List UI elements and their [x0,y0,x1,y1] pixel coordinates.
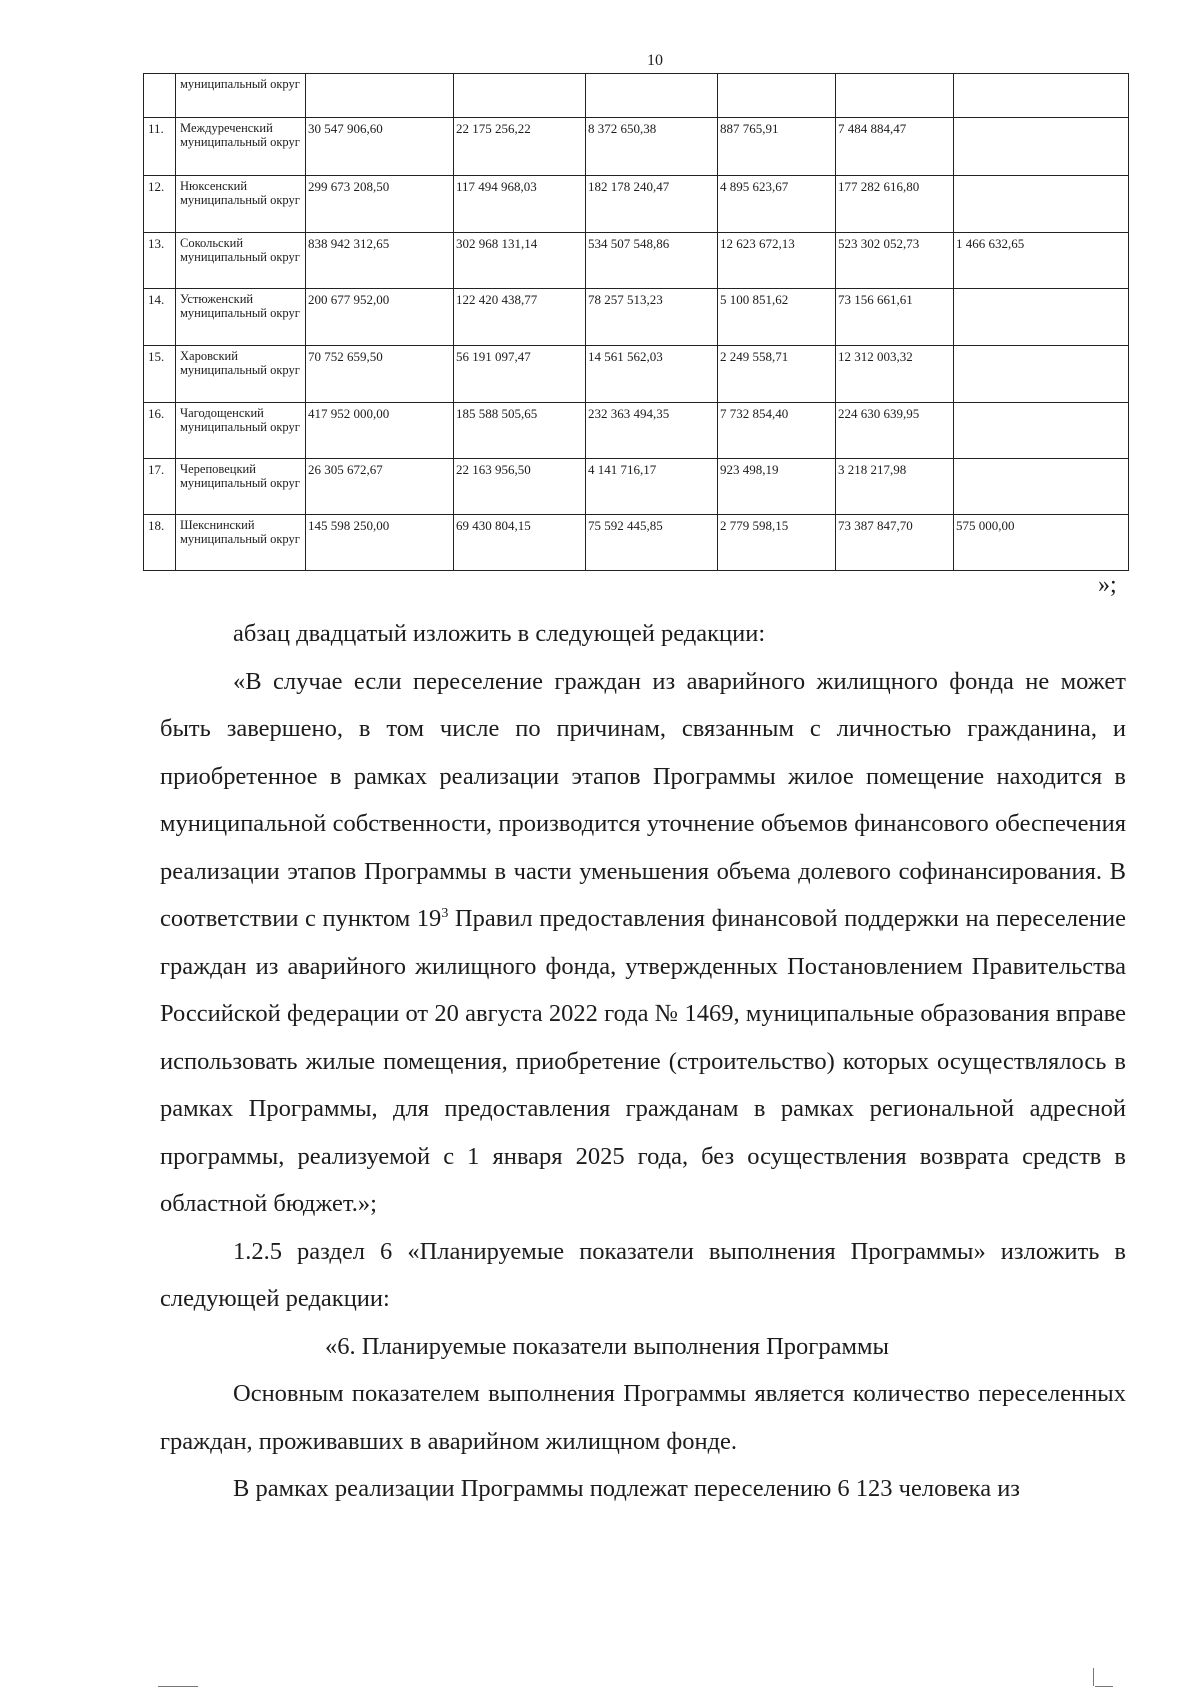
municipality-name: муниципальный округ [176,74,306,118]
table-row [144,403,1129,459]
amount-cell: 523 302 052,73 [836,233,954,289]
amount-cell [954,74,1129,118]
paragraph-quote-text-1: «В случае если переселение граждан из аварийного жилищного фонда не может быть завершено, в том числе по причинам, связанным с личностью гражданина, и приобретенное в рамках реализации этапов Программы жилое помещение находится в муниципальной собственности, производится уточнение объемов финансового обеспечения реализации этапов Программы в части уменьшения объема долевого софинансирования. В соответствии с пунктом 19 [160,667,1126,932]
amount-cell: 3 218 217,98 [836,459,954,515]
paragraph-intro: абзац двадцатый изложить в следующей редакции: [233,620,766,647]
amount-cell: 14 561 562,03 [586,346,718,403]
table-row [144,118,1129,176]
amount-cell: 232 363 494,35 [586,403,718,459]
municipality-name: Междуреченский муниципальный округ [176,118,306,176]
amount-cell: 4 895 623,67 [718,176,836,233]
amount-cell: 8 372 650,38 [586,118,718,176]
amount-cell: 417 952 000,00 [306,403,454,459]
amount-cell: 12 623 672,13 [718,233,836,289]
paragraph-main-indicator: Основным показателем выполнения Программы является количество переселенных граждан, проживавших в аварийном жилищном фонде. [160,1380,1126,1455]
amount-cell [954,403,1129,459]
amount-cell: 117 494 968,03 [454,176,586,233]
amount-cell: 22 163 956,50 [454,459,586,515]
amount-cell: 299 673 208,50 [306,176,454,233]
superscript-index: 3 [441,905,449,921]
document-body [160,610,1126,1513]
amount-cell: 22 175 256,22 [454,118,586,176]
table-row [144,233,1129,289]
row-number: 16. [144,403,176,459]
municipality-name: Сокольский муниципальный округ [176,233,306,289]
amount-cell: 224 630 639,95 [836,403,954,459]
amount-cell: 185 588 505,65 [454,403,586,459]
amount-cell: 73 156 661,61 [836,289,954,346]
amount-cell: 30 547 906,60 [306,118,454,176]
municipality-name: Харовский муниципальный округ [176,346,306,403]
table-row [144,346,1129,403]
amount-cell: 73 387 847,70 [836,515,954,571]
amount-cell: 2 249 558,71 [718,346,836,403]
amount-cell: 69 430 804,15 [454,515,586,571]
amount-cell: 7 732 854,40 [718,403,836,459]
closing-quote-mark: »; [1098,572,1117,598]
scan-artifact [158,1686,198,1687]
scan-artifact [1095,1686,1113,1687]
amount-cell: 575 000,00 [954,515,1129,571]
row-number: 18. [144,515,176,571]
municipality-name: Череповецкий муниципальный округ [176,459,306,515]
amount-cell: 4 141 716,17 [586,459,718,515]
amount-cell: 56 191 097,47 [454,346,586,403]
amount-cell [454,74,586,118]
amount-cell: 78 257 513,23 [586,289,718,346]
amount-cell [718,74,836,118]
row-number: 15. [144,346,176,403]
amount-cell: 70 752 659,50 [306,346,454,403]
amount-cell: 923 498,19 [718,459,836,515]
table-row [144,289,1129,346]
municipality-name: Устюженский муниципальный округ [176,289,306,346]
page-number: 10 [647,52,663,69]
amount-cell: 7 484 884,47 [836,118,954,176]
paragraph-resettlement: В рамках реализации Программы подлежат переселению 6 123 человека из [233,1475,1020,1502]
amount-cell: 122 420 438,77 [454,289,586,346]
amount-cell [954,176,1129,233]
amount-cell: 26 305 672,67 [306,459,454,515]
amount-cell [954,118,1129,176]
paragraph-quote [160,658,1126,1228]
section-heading: «6. Планируемые показатели выполнения Программы [325,1332,889,1360]
paragraph-quote-text-2: Правил предоставления финансовой поддержки на переселение граждан из аварийного жилищного фонда, утвержденных Постановлением Правительства Российской федерации от 20 августа 2022 года № 1469, муниципальные образования вправе использовать жилые помещения, приобретение (строительство) которых осуществлялось в рамках Программы, для предоставления гражданам в рамках региональной адресной программы, реализуемой с 1 января 2025 года, без осуществления возврата средств в областной бюджет.»; [160,905,1126,1217]
row-number [144,74,176,118]
amount-cell: 182 178 240,47 [586,176,718,233]
amount-cell: 1 466 632,65 [954,233,1129,289]
row-number: 14. [144,289,176,346]
amount-cell: 177 282 616,80 [836,176,954,233]
amount-cell [836,74,954,118]
table-row [144,176,1129,233]
scan-artifact [1093,1668,1094,1686]
amount-cell [586,74,718,118]
municipality-name: Нюксенский муниципальный округ [176,176,306,233]
amount-cell: 2 779 598,15 [718,515,836,571]
amount-cell [954,346,1129,403]
amount-cell: 75 592 445,85 [586,515,718,571]
budget-table [143,73,1129,571]
row-number: 13. [144,233,176,289]
table-row [144,459,1129,515]
amount-cell: 200 677 952,00 [306,289,454,346]
amount-cell: 887 765,91 [718,118,836,176]
amount-cell [954,459,1129,515]
amount-cell [306,74,454,118]
paragraph-section-change: 1.2.5 раздел 6 «Планируемые показатели выполнения Программы» изложить в следующей редакции: [160,1237,1126,1312]
amount-cell: 12 312 003,32 [836,346,954,403]
amount-cell: 534 507 548,86 [586,233,718,289]
municipality-name: Чагодощенский муниципальный округ [176,403,306,459]
amount-cell: 302 968 131,14 [454,233,586,289]
amount-cell: 145 598 250,00 [306,515,454,571]
municipality-name: Шекснинский муниципальный округ [176,515,306,571]
amount-cell [954,289,1129,346]
row-number: 11. [144,118,176,176]
row-number: 17. [144,459,176,515]
table-row [144,515,1129,571]
amount-cell: 5 100 851,62 [718,289,836,346]
amount-cell: 838 942 312,65 [306,233,454,289]
row-number: 12. [144,176,176,233]
table-row [144,74,1129,118]
